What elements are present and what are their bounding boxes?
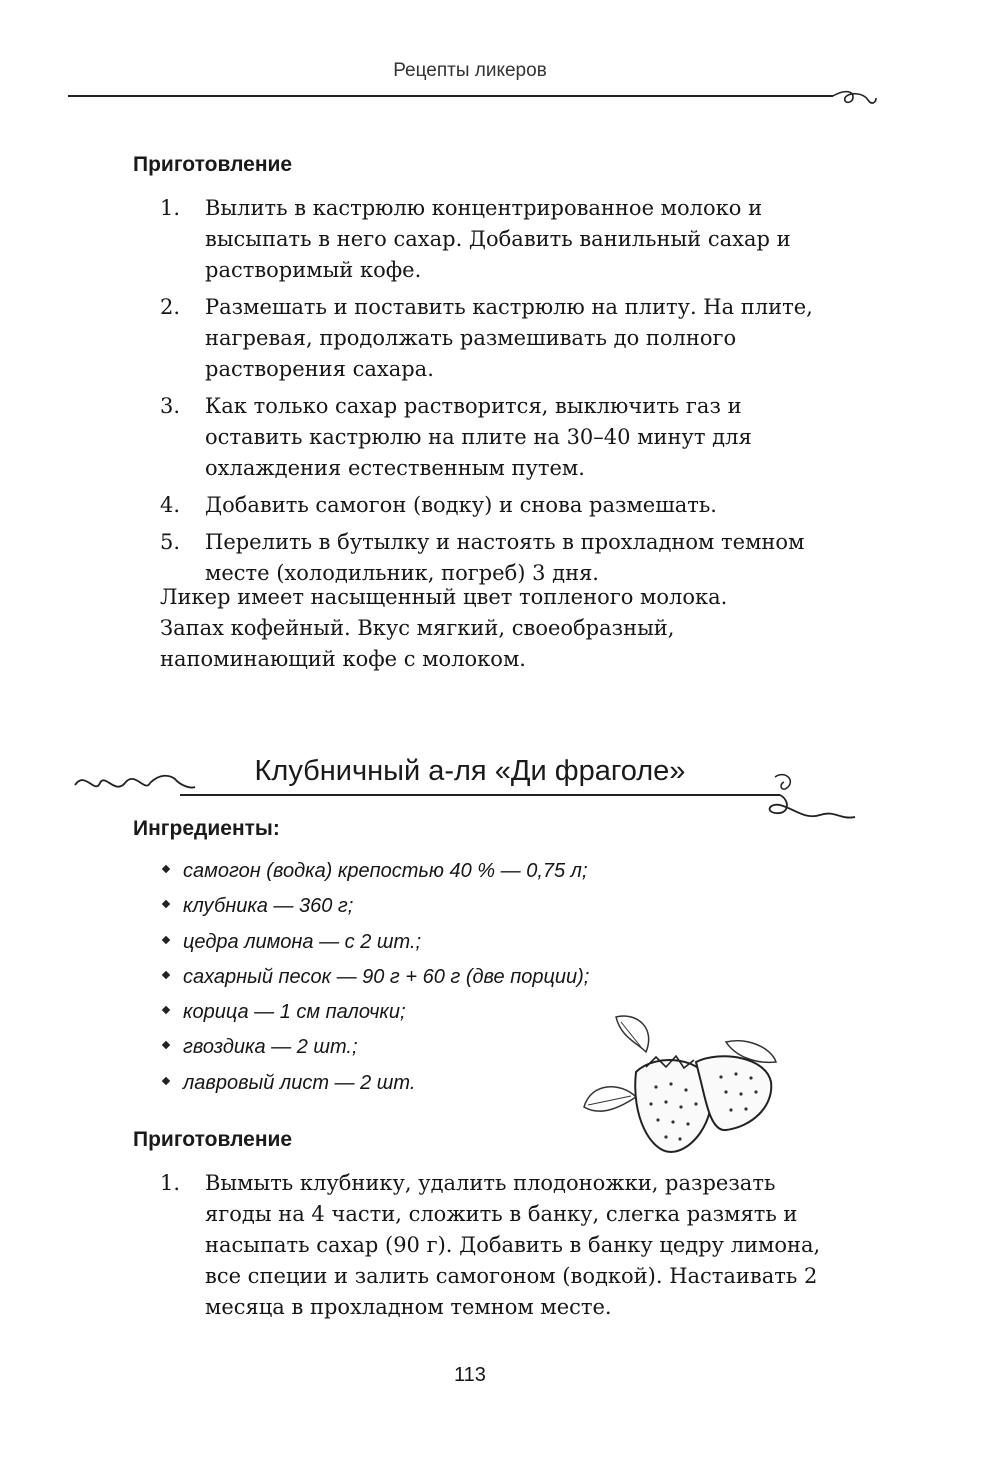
ingredient-item: корица — 1 см палочки; (163, 999, 589, 1034)
ingredients-heading: Ингредиенты: (133, 817, 280, 840)
page-number: 113 (454, 1364, 486, 1386)
ingredient-item: сахарный песок — 90 г + 60 г (две порции); (163, 964, 589, 999)
step-item: 2. Размешать и поставить кастрюлю на плиту. На плите, нагревая, продолжать размешивать до полного растворения сахара. (160, 295, 813, 381)
ingredient-item: цедра лимона — с 2 шт.; (163, 929, 589, 964)
ingredient-item: клубника — 360 г; (163, 893, 589, 928)
preparation-heading: Приготовление (133, 153, 293, 176)
ingredient-item: самогон (водка) крепостью 40 % — 0,75 л; (163, 858, 589, 893)
step-item: 5. Перелить в бутылку и настоять в прохладном темном месте (холодильник, погреб) 3 дня. (160, 530, 805, 585)
preparation-steps (160, 193, 825, 595)
step-item: 1. Вымыть клубнику, удалить плодоножки, разрезать ягоды на 4 части, сложить в банку, слегка размять и насыпать сахар (90 г). Добавить в банку цедру лимона, все специи и залить самогоном (водкой). Настаивать 2 месяца в прохладном темном месте. (160, 1171, 821, 1319)
ingredient-item: гвоздика — 2 шт.; (163, 1034, 589, 1069)
preparation-heading-2: Приготовление (133, 1128, 293, 1151)
ingredient-item: лавровый лист — 2 шт. (163, 1070, 589, 1105)
header-divider-flourish (68, 88, 878, 112)
strawberries-illustration (576, 1012, 786, 1160)
running-head: Рецепты ликеров (393, 60, 547, 81)
step-item: 3. Как только сахар растворится, выключить газ и оставить кастрюлю на плите на 30–40 минут для охлаждения естественным путем. (160, 394, 752, 480)
liqueur-description: Ликер имеет насыщенный цвет топленого молока. Запах кофейный. Вкус мягкий, своеобразный, напоминающий кофе с молоком. (160, 585, 728, 671)
recipe-title: Клубничный а-ля «Ди фраголе» (254, 755, 686, 787)
ingredients-list (163, 858, 589, 1105)
recipe-steps (160, 1168, 825, 1329)
step-item: 1. Вылить в кастрюлю концентрированное молоко и высыпать в него сахар. Добавить ванильный сахар и растворимый кофе. (160, 196, 791, 282)
step-item: 4. Добавить самогон (водку) и снова размешать. (160, 493, 717, 517)
